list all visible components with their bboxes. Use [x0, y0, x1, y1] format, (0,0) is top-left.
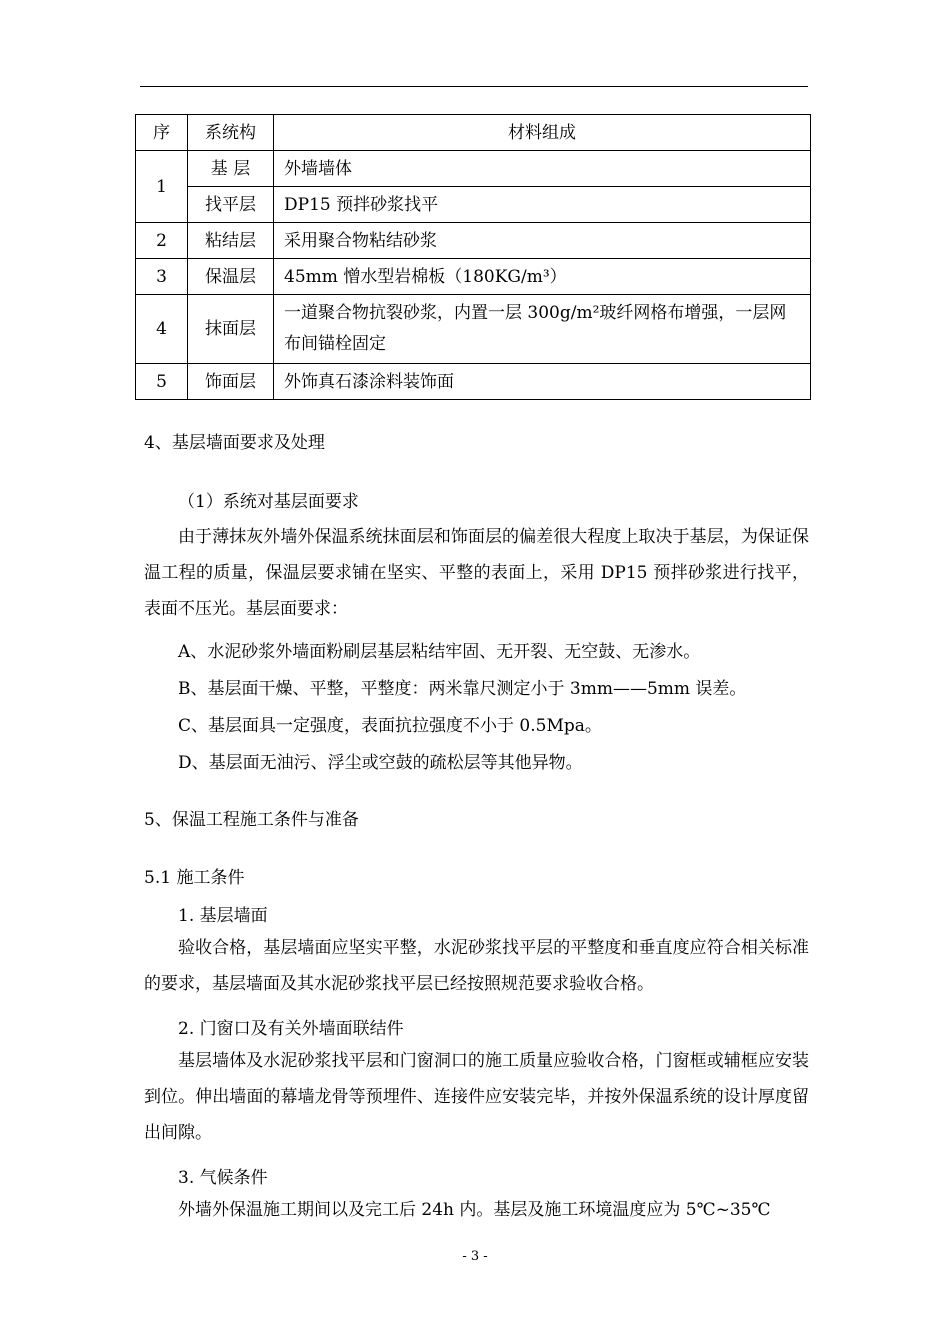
row-material: 采用聚合物粘结砂浆: [274, 223, 811, 259]
material-table: [135, 114, 811, 400]
header-rule: [140, 86, 808, 87]
header-no: 序: [136, 115, 188, 151]
table-header-row: [136, 115, 811, 151]
table-row: [136, 223, 811, 259]
table-row: [136, 151, 811, 187]
row-no: 5: [136, 364, 188, 400]
page-number: - 3 -: [462, 1249, 488, 1264]
requirement-item-d: D、基层面无油污、浮尘或空鼓的疏松层等其他异物。: [178, 753, 583, 773]
row-layer: 饰面层: [188, 364, 274, 400]
row-material: 外饰真石漆涂料装饰面: [274, 364, 811, 400]
condition-title-1: 1. 基层墙面: [178, 906, 268, 926]
row-material: 外墙墙体: [274, 151, 811, 187]
condition-text-1: 验收合格，基层墙面应坚实平整，水泥砂浆找平层的平整度和垂直度应符合相关标准的要求，基层墙面及其水泥砂浆找平层已经按照规范要求验收合格。: [144, 938, 809, 994]
condition-block-3: [144, 1192, 809, 1228]
section4-paragraph: [144, 519, 809, 627]
row-material: 45mm 憎水型岩棉板（180KG/m³）: [274, 259, 811, 295]
requirement-item-c: C、基层面具一定强度，表面抗拉强度不小于 0.5Mpa。: [178, 716, 602, 736]
header-layer: 系统构: [188, 115, 274, 151]
row-material: DP15 预拌砂浆找平: [274, 187, 811, 223]
table-row: [136, 364, 811, 400]
condition-title-3: 3. 气候条件: [178, 1168, 268, 1188]
row-no: 1: [136, 151, 188, 223]
row-layer: 基 层: [188, 151, 274, 187]
condition-block-1: [144, 930, 809, 1002]
row-no: 3: [136, 259, 188, 295]
row-layer: 保温层: [188, 259, 274, 295]
row-no: 4: [136, 295, 188, 364]
condition-title-2: 2. 门窗口及有关外墙面联结件: [178, 1019, 404, 1039]
header-material: 材料组成: [274, 115, 811, 151]
condition-block-2: [144, 1043, 809, 1151]
table-row: [136, 187, 811, 223]
row-no: 2: [136, 223, 188, 259]
condition-text-3: 外墙外保温施工期间以及完工后 24h 内。基层及施工环境温度应为 5℃~35℃: [178, 1200, 771, 1220]
table-row: [136, 259, 811, 295]
section5-heading: 5、保温工程施工条件与准备: [144, 810, 359, 830]
table-row: [136, 295, 811, 364]
section4-paragraph-text: 由于薄抹灰外墙外保温系统抹面层和饰面层的偏差很大程度上取决于基层，为保证保温工程的质量，保温层要求铺在坚实、平整的表面上，采用 DP15 预拌砂浆进行找平，表面不压光。基层面要求：: [144, 527, 809, 619]
row-material: 一道聚合物抗裂砂浆，内置一层 300g/m²玻纤网格布增强，一层网布间锚栓固定: [274, 295, 811, 364]
row-layer: 找平层: [188, 187, 274, 223]
requirement-item-a: A、水泥砂浆外墙面粉刷层基层粘结牢固、无开裂、无空鼓、无渗水。: [178, 642, 701, 662]
section4-heading: 4、基层墙面要求及处理: [144, 433, 325, 453]
row-layer: 抹面层: [188, 295, 274, 364]
section5-subheading: 5.1 施工条件: [144, 868, 245, 888]
requirement-item-b: B、基层面干燥、平整，平整度：两米靠尺测定小于 3mm——5mm 误差。: [178, 679, 747, 699]
condition-text-2: 基层墙体及水泥砂浆找平层和门窗洞口的施工质量应验收合格，门窗框或辅框应安装到位。伸出墙面的幕墙龙骨等预埋件、连接件应安装完毕，并按外保温系统的设计厚度留出间隙。: [144, 1051, 809, 1143]
row-layer: 粘结层: [188, 223, 274, 259]
section4-subheading: （1）系统对基层面要求: [178, 492, 359, 512]
